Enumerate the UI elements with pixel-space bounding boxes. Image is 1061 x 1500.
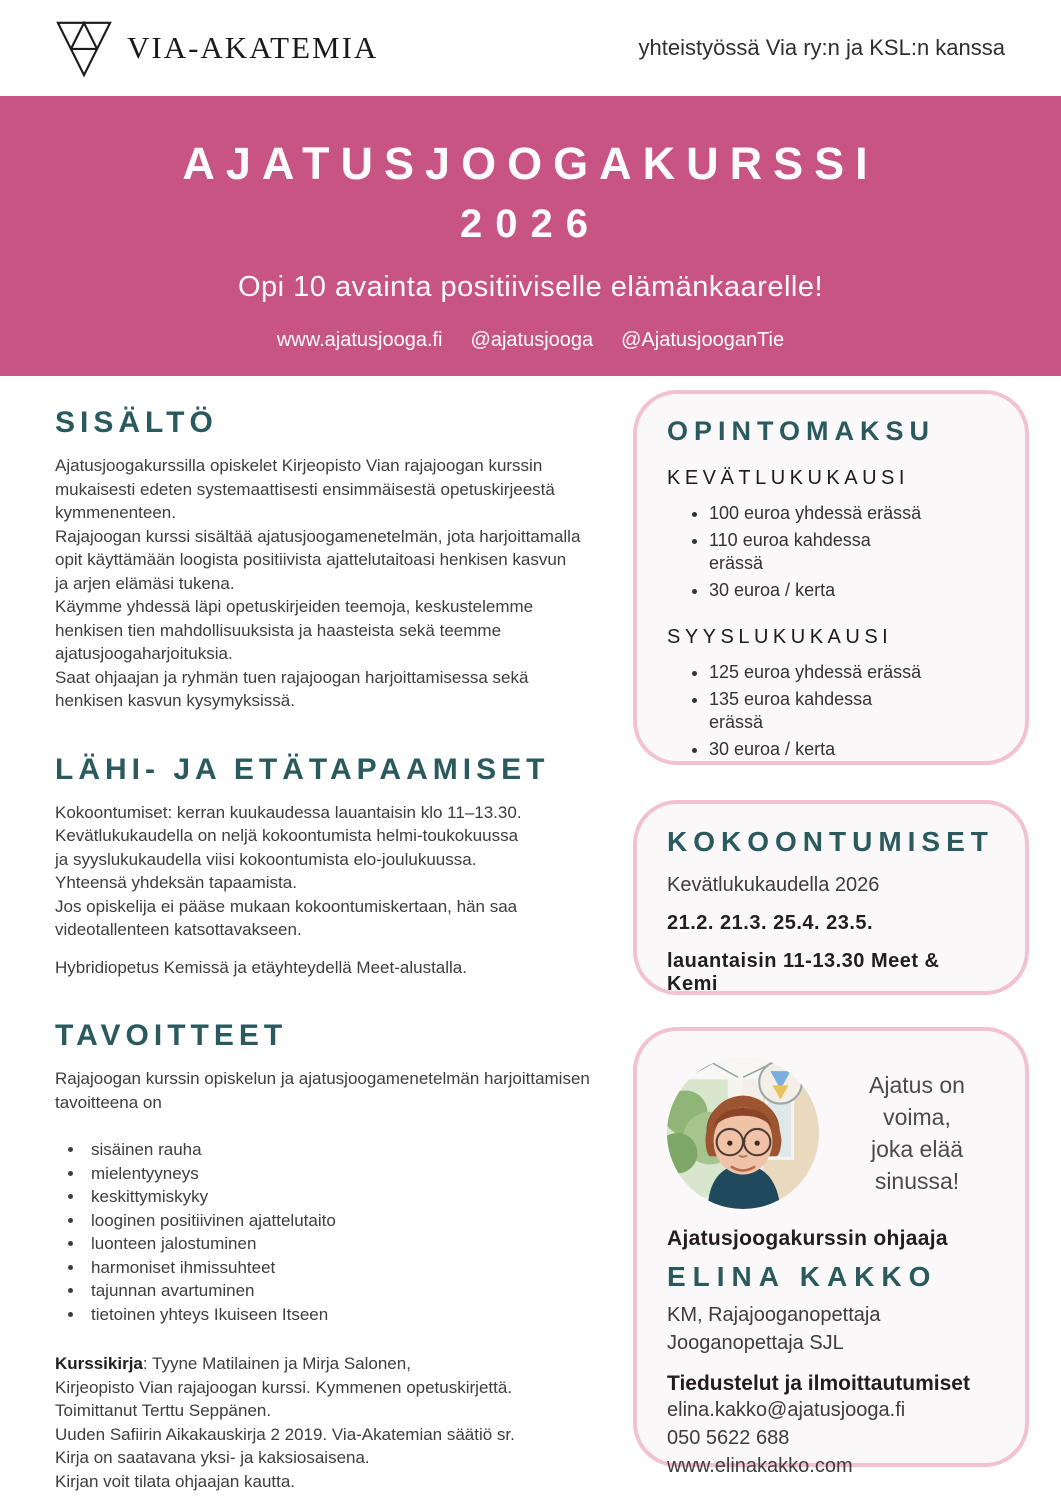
text-line: Käymme yhdessä läpi opetuskirjeiden teemoja, keskustelemme: [55, 597, 534, 616]
text-line: Ajatusjoogakurssilla opiskelet Kirjeopisto Vian rajajoogan kurssin: [55, 456, 543, 475]
instructor-quote: [829, 1069, 995, 1197]
right-column: [633, 390, 1029, 1493]
text-line: kymmenenteen.: [55, 503, 176, 522]
tuition-box: [633, 390, 1029, 765]
banner-links: [0, 329, 1061, 352]
sisalto-paragraphs: [55, 454, 620, 713]
instructor-photo: [667, 1057, 819, 1209]
text-line: ja syyslukukaudella viisi kokoontumista elo-joulukuussa.: [55, 849, 477, 869]
text-line: mukaisesti edeten systemaattisesti ensimmäisestä opetuskirjeestä: [55, 479, 555, 499]
goal-item: • harmoniset ihmissuhteet: [85, 1256, 620, 1280]
left-column: [55, 390, 620, 1493]
text-line: Yhteensä yhdeksän tapaamista.: [55, 873, 297, 892]
autumn-term-heading: SYYSLUKUKAUSI: [667, 626, 893, 648]
text-line: Toimittanut Terttu Seppänen.: [55, 1401, 272, 1420]
course-title: AJATUSJOOGAKURSSI: [182, 138, 879, 189]
instructor-credential: Jooganopettaja SJL: [667, 1332, 844, 1354]
text-line: Uuden Safiirin Aikakauskirja 2 2019. Via-Akatemian säätiö sr.: [55, 1424, 515, 1444]
meetings-dates: 21.2. 21.3. 25.4. 23.5.: [667, 912, 874, 934]
instructor-role: Ajatusjoogakurssin ohjaaja: [667, 1227, 948, 1250]
price-item: • 135 euroa kahdessa erässä: [709, 688, 922, 735]
tuition-heading: OPINTOMAKSU: [667, 416, 936, 446]
brand-name: VIA-AKATEMIA: [127, 30, 379, 65]
goal-item: • looginen positiivinen ajattelutaito: [85, 1209, 620, 1233]
text-line: Kevätlukukaudella on neljä kokoontumista helmi-toukokuussa: [55, 826, 519, 845]
content: [0, 376, 1061, 1493]
spring-price-list: [667, 502, 995, 602]
brand: [55, 17, 378, 79]
header: [0, 0, 1061, 96]
text-line: Kokoontumiset: kerran kuukaudessa lauantaisin klo 11–13.30.: [55, 802, 522, 822]
instructor-credential: KM, Rajajooganopettaja: [667, 1304, 881, 1326]
text-line: Rajajoogan kurssi sisältää ajatusjoogamenetelmän, jota harjoittamalla: [55, 526, 581, 546]
spring-term-heading: KEVÄTLUKUKAUSI: [667, 467, 909, 489]
instructor-name: ELINA KAKKO: [667, 1261, 938, 1292]
text-line: henkisen kasvun kysymyksissä.: [55, 691, 295, 710]
autumn-price-list: [667, 661, 995, 761]
contact-heading: Tiedustelut ja ilmoittautumiset: [667, 1372, 970, 1395]
instructor-box: [633, 1027, 1029, 1477]
text-line: henkisen tien mahdollisuuksista ja haasteista sekä teemme: [55, 620, 502, 640]
goal-item: • mielentyyneys: [85, 1162, 620, 1186]
instructor-photo-row: [667, 1057, 995, 1209]
course-book-label: Kurssikirja: [55, 1354, 143, 1373]
section-heading-tavoitteet: TAVOITTEET: [55, 1019, 288, 1052]
course-year: 2026: [460, 202, 601, 246]
tavoitteet-intro: Rajajoogan kurssin opiskelun ja ajatusjoogamenetelmän harjoittamisen tavoitteena on: [55, 1069, 590, 1112]
meetings-term: Kevätlukukaudella 2026: [667, 874, 880, 896]
text-line: Jos opiskelija ei pääse mukaan kokoontumiskertaan, hän saa: [55, 896, 518, 916]
goal-item: • tajunnan avartuminen: [85, 1279, 620, 1303]
via-akatemia-logo-icon: [55, 17, 113, 79]
text-line: Kirja on saatavana yksi- ja kaksiosaisena.: [55, 1448, 370, 1467]
price-item: • 110 euroa kahdessa erässä: [709, 529, 922, 576]
course-book-authors: : Tyyne Matilainen ja Mirja Salonen,: [142, 1354, 411, 1373]
quote-line: Ajatus on voima,: [869, 1072, 965, 1130]
section-heading-tapaamiset: LÄHI- JA ETÄTAPAAMISET: [55, 752, 550, 786]
website-link: www.ajatusjooga.fi: [276, 329, 443, 351]
goal-item: • luonteen jalostuminen: [85, 1232, 620, 1256]
text-line: ajatusjoogaharjoituksia.: [55, 644, 233, 663]
price-item: • 30 euroa / kerta: [709, 738, 922, 762]
price-item: • 30 euroa / kerta: [709, 579, 922, 603]
section-heading-sisalto: SISÄLTÖ: [55, 406, 218, 439]
tapaamiset-paragraph: [55, 801, 620, 942]
course-book-info: [55, 1352, 620, 1493]
contact-website: www.elinakakko.com: [667, 1455, 853, 1477]
goal-item: • sisäinen rauha: [85, 1138, 620, 1162]
goal-list: [55, 1138, 620, 1326]
goal-item: • tietoinen yhteys Ikuiseen Itseen: [85, 1303, 620, 1327]
partnership-text: yhteistyössä Via ry:n ja KSL:n kanssa: [638, 35, 1005, 60]
goal-item: • keskittymiskyky: [85, 1185, 620, 1209]
text-line: videotallenteen katsottavakseen.: [55, 920, 302, 939]
contact-phone: 050 5622 688: [667, 1427, 790, 1449]
quote-line: joka elää sinussa!: [870, 1136, 964, 1194]
text-line: opit käyttämään loogista positiivista ajattelutaitoasi henkisen kasvun: [55, 550, 567, 569]
course-subtitle: Opi 10 avainta positiiviselle elämänkaarelle!: [237, 271, 824, 303]
meetings-heading: KOKOONTUMISET: [667, 826, 994, 857]
social-handle: @AjatusjooganTie: [621, 329, 785, 351]
text-line: Kirjeopisto Vian rajajoogan kurssi. Kymmenen opetuskirjettä.: [55, 1377, 513, 1397]
banner: [0, 96, 1061, 376]
social-handle: @ajatusjooga: [470, 329, 594, 351]
contact-email: elina.kakko@ajatusjooga.fi: [667, 1399, 906, 1421]
price-item: • 125 euroa yhdessä erässä: [709, 661, 922, 685]
text-line: ja arjen elämäsi tukena.: [55, 573, 235, 593]
meetings-box: [633, 800, 1029, 995]
price-item: • 100 euroa yhdessä erässä: [709, 502, 922, 526]
text-line: [55, 1352, 620, 1376]
text-line: Saat ohjaajan ja ryhmän tuen rajajoogan harjoittamisessa sekä: [55, 667, 529, 687]
meetings-schedule: lauantaisin 11-13.30 Meet & Kemi: [667, 950, 940, 995]
text-line: Kirjan voit tilata ohjaajan kautta.: [55, 1471, 296, 1491]
hybrid-note: Hybridiopetus Kemissä ja etäyhteydellä Meet-alustalla.: [55, 957, 467, 977]
